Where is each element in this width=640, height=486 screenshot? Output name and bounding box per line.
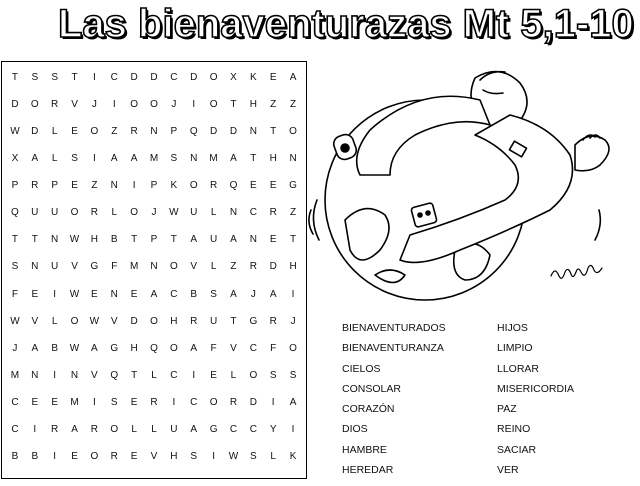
- word-list-item: HAMBRE: [342, 443, 387, 456]
- word-list-item: BIENAVENTURANZA: [342, 342, 444, 355]
- grid-letter: W: [10, 126, 20, 138]
- grid-letter: E: [130, 450, 138, 462]
- grid-letter: U: [209, 234, 218, 246]
- grid-letter: F: [111, 261, 118, 273]
- grid-letter: N: [249, 126, 257, 138]
- word-list-item: LIMPIO: [497, 342, 533, 355]
- grid-letter: H: [269, 153, 277, 165]
- grid-letter: N: [289, 153, 297, 165]
- grid-letter: R: [90, 207, 98, 219]
- grid-letter: V: [110, 315, 118, 327]
- grid-letter: K: [289, 450, 297, 462]
- grid-letter: N: [31, 369, 39, 381]
- grid-letter: R: [90, 423, 98, 435]
- grid-letter: I: [112, 99, 116, 111]
- grid-letter: O: [110, 423, 119, 435]
- page-title: Las bienaventurazas Mt 5,1-10: [58, 2, 634, 46]
- grid-letter: I: [192, 369, 196, 381]
- grid-letter: O: [209, 72, 218, 84]
- grid-letter: N: [51, 234, 59, 246]
- grid-letter: H: [170, 450, 178, 462]
- grid-letter: D: [130, 315, 138, 327]
- grid-letter: W: [10, 315, 20, 327]
- grid-letter: V: [190, 261, 198, 273]
- grid-letter: L: [151, 423, 157, 435]
- grid-letter: B: [190, 288, 198, 300]
- grid-letter: Q: [150, 342, 158, 354]
- grid-letter: Q: [189, 126, 198, 138]
- grid-letter: I: [93, 396, 96, 408]
- grid-letter: O: [90, 450, 99, 462]
- grid-letter: M: [149, 153, 159, 165]
- grid-letter: S: [11, 261, 19, 273]
- grid-letter: Z: [270, 99, 277, 111]
- grid-letter: S: [289, 369, 297, 381]
- grid-letter: M: [209, 153, 218, 165]
- grid-letter: P: [150, 180, 158, 192]
- grid-letter: U: [190, 207, 198, 219]
- grid-letter: J: [171, 99, 177, 111]
- grid-letter: L: [131, 423, 137, 435]
- grid-letter: A: [71, 423, 78, 435]
- grid-letter: S: [71, 153, 78, 165]
- grid-letter: S: [190, 450, 198, 462]
- word-list-item: LLORAR: [497, 362, 540, 375]
- grid-letter: B: [11, 450, 19, 462]
- grid-letter: I: [53, 369, 57, 381]
- grid-letter: L: [51, 153, 58, 165]
- right-hand-shape: [575, 136, 609, 171]
- grid-letter: I: [172, 396, 176, 408]
- grid-letter: W: [169, 207, 179, 219]
- grid-letter: O: [150, 315, 158, 327]
- word-list-item: DIOS: [342, 423, 368, 436]
- grid-letter: T: [11, 72, 18, 84]
- grid-letter: E: [91, 288, 98, 300]
- grid-letter: E: [269, 72, 277, 84]
- grid-letter: A: [269, 288, 277, 300]
- grid-letter: Q: [229, 180, 238, 192]
- grid-letter: A: [110, 153, 118, 165]
- grid-letter: R: [51, 99, 59, 111]
- grid-letter: W: [69, 234, 80, 246]
- word-list-item: PAZ: [497, 403, 517, 416]
- grid-letter: O: [289, 342, 297, 354]
- grid-letter: I: [192, 99, 196, 111]
- grid-letter: G: [90, 261, 99, 273]
- grid-letter: O: [249, 369, 258, 381]
- grid-letter: A: [31, 342, 39, 354]
- grid-letter: T: [71, 72, 78, 84]
- grid-letter: G: [249, 315, 258, 327]
- grid-letter: R: [269, 207, 277, 219]
- grid-letter: K: [249, 72, 257, 84]
- grid-letter: R: [209, 180, 218, 192]
- grid-letter: L: [230, 369, 237, 381]
- grid-letter: O: [169, 261, 178, 273]
- grid-letter: A: [190, 234, 198, 246]
- word-list-column-2: [497, 318, 574, 480]
- grid-letter: J: [91, 99, 97, 111]
- grid-letter: I: [132, 180, 136, 192]
- grid-letter: L: [151, 369, 157, 381]
- grid-letter: O: [90, 126, 99, 138]
- grid-letter: M: [10, 369, 20, 381]
- word-list-column-1: [342, 318, 446, 480]
- grid-letter: H: [170, 315, 178, 327]
- grid-letter: E: [269, 180, 277, 192]
- grid-letter: N: [31, 261, 39, 273]
- word-list-item: BIENAVENTURADOS: [342, 322, 446, 334]
- grid-letter: E: [71, 450, 78, 462]
- grid-letter: Z: [230, 261, 237, 273]
- grid-letter: U: [170, 423, 178, 435]
- grid-letter: P: [11, 180, 19, 192]
- grid-letter: L: [51, 315, 58, 327]
- grid-letter: I: [291, 288, 295, 300]
- word-list-item: HEREDAR: [342, 464, 394, 477]
- grid-letter: G: [209, 423, 218, 435]
- grid-letter: V: [230, 342, 237, 354]
- grid-letter: A: [130, 153, 138, 165]
- grid-letter: O: [70, 315, 79, 327]
- grid-letter: N: [70, 369, 79, 381]
- grid-letter: J: [290, 315, 296, 327]
- grid-letter: C: [170, 369, 178, 381]
- grid-letter: I: [93, 153, 96, 165]
- grid-letter: R: [31, 180, 39, 192]
- grid-letter: N: [190, 153, 198, 165]
- grid-letter: M: [70, 396, 79, 408]
- grid-letter: W: [69, 342, 80, 354]
- grid-letter: N: [150, 261, 158, 273]
- grid-letter: I: [33, 423, 37, 435]
- grid-letter: E: [269, 234, 277, 246]
- grid-letter: V: [91, 369, 98, 381]
- grid-letter: Z: [91, 180, 98, 192]
- grid-letter: O: [130, 207, 139, 219]
- grid-letter: U: [31, 207, 39, 219]
- grid-letter: E: [71, 126, 78, 138]
- grid-letter: H: [289, 261, 297, 273]
- grid-letter: I: [53, 450, 57, 462]
- grid-letter: O: [30, 99, 39, 111]
- grid-letter: S: [269, 369, 277, 381]
- grid-letter: F: [210, 342, 217, 354]
- grid-letter: P: [51, 180, 58, 192]
- grid-letter: X: [11, 153, 19, 165]
- grid-letter: R: [51, 423, 59, 435]
- word-list-item: SACIAR: [497, 443, 537, 456]
- grid-letter: C: [11, 396, 19, 408]
- grid-letter: J: [250, 288, 256, 300]
- grid-letter: T: [270, 126, 277, 138]
- grid-letter: J: [12, 342, 18, 354]
- letter-grid: [2, 62, 306, 478]
- grid-letter: E: [31, 288, 39, 300]
- grid-letter: D: [11, 99, 19, 111]
- grid-letter: C: [110, 72, 118, 84]
- grid-letter: T: [250, 153, 257, 165]
- grid-letter: A: [190, 342, 198, 354]
- grid-letter: W: [69, 288, 80, 300]
- grid-letter: U: [209, 315, 218, 327]
- grid-letter: N: [110, 288, 118, 300]
- grid-letter: P: [170, 126, 178, 138]
- grid-letter: W: [228, 450, 239, 462]
- grid-letter: N: [229, 207, 238, 219]
- word-list-item: REINO: [497, 423, 531, 436]
- grid-letter: C: [190, 396, 198, 408]
- grid-letter: N: [150, 126, 158, 138]
- grid-letter: L: [51, 126, 58, 138]
- grid-letter: C: [249, 207, 257, 219]
- grid-letter: B: [31, 450, 39, 462]
- grid-letter: J: [151, 207, 157, 219]
- grid-letter: I: [291, 423, 295, 435]
- grid-letter: R: [150, 396, 158, 408]
- artist-signature: [548, 262, 606, 282]
- grid-letter: N: [249, 234, 257, 246]
- grid-letter: R: [229, 396, 238, 408]
- word-search-grid: [1, 61, 307, 479]
- grid-letter: L: [210, 207, 217, 219]
- grid-letter: T: [31, 234, 38, 246]
- grid-letter: F: [270, 342, 277, 354]
- grid-letter: E: [130, 288, 138, 300]
- grid-letter: T: [230, 315, 237, 327]
- grid-letter: A: [91, 342, 98, 354]
- grid-letter: C: [170, 288, 178, 300]
- grid-letter: C: [170, 72, 178, 84]
- grid-letter: Q: [110, 369, 119, 381]
- word-list-item: VER: [497, 464, 519, 477]
- grid-letter: E: [249, 180, 257, 192]
- grid-letter: U: [51, 261, 59, 273]
- grid-letter: N: [110, 180, 118, 192]
- grid-letter: I: [53, 288, 57, 300]
- grid-letter: A: [31, 153, 39, 165]
- grid-letter: T: [131, 369, 138, 381]
- grid-letter: G: [110, 342, 119, 354]
- grid-letter: A: [150, 288, 158, 300]
- grid-letter: O: [130, 99, 139, 111]
- grid-letter: V: [71, 99, 78, 111]
- grid-letter: D: [130, 72, 138, 84]
- grid-letter: V: [31, 315, 39, 327]
- grid-letter: S: [210, 288, 217, 300]
- grid-letter: H: [90, 234, 98, 246]
- grid-letter: Z: [111, 126, 118, 138]
- grid-letter: O: [189, 180, 198, 192]
- grid-letter: E: [210, 369, 217, 381]
- grid-letter: L: [210, 261, 217, 273]
- grid-letter: U: [51, 207, 59, 219]
- grid-letter: C: [249, 423, 257, 435]
- grid-letter: R: [130, 126, 138, 138]
- grid-letter: Z: [290, 207, 297, 219]
- grid-letter: B: [110, 234, 118, 246]
- grid-letter: S: [110, 396, 118, 408]
- grid-letter: S: [31, 72, 39, 84]
- grid-letter: Q: [11, 207, 19, 219]
- grid-letter: D: [150, 72, 158, 84]
- grid-letter: O: [169, 342, 178, 354]
- grid-letter: X: [230, 72, 237, 84]
- grid-letter: W: [89, 315, 100, 327]
- grid-letter: O: [70, 207, 79, 219]
- grid-letter: C: [11, 423, 19, 435]
- word-list-item: CIELOS: [342, 362, 381, 375]
- grid-letter: M: [129, 261, 139, 273]
- grid-letter: A: [289, 396, 297, 408]
- word-list-item: CORAZÓN: [342, 403, 395, 416]
- grid-letter: T: [11, 234, 18, 246]
- grid-letter: Z: [290, 99, 297, 111]
- grid-letter: D: [229, 126, 238, 138]
- grid-letter: D: [209, 126, 218, 138]
- grid-letter: I: [212, 450, 215, 462]
- grid-letter: A: [230, 153, 237, 165]
- grid-letter: K: [170, 180, 178, 192]
- grid-letter: S: [51, 72, 58, 84]
- grid-letter: P: [150, 234, 158, 246]
- grid-letter: O: [209, 99, 218, 111]
- grid-letter: A: [230, 288, 237, 300]
- grid-letter: T: [170, 234, 177, 246]
- grid-letter: G: [289, 180, 297, 192]
- grid-letter: E: [130, 396, 138, 408]
- grid-letter: S: [249, 450, 257, 462]
- grid-letter: D: [190, 72, 198, 84]
- grid-letter: E: [31, 396, 39, 408]
- grid-letter: C: [249, 342, 257, 354]
- grid-letter: L: [270, 450, 276, 462]
- grid-letter: I: [271, 396, 275, 408]
- grid-letter: A: [230, 234, 237, 246]
- grid-letter: H: [249, 99, 257, 111]
- word-list-item: MISERICORDIA: [497, 382, 575, 395]
- grid-letter: O: [209, 396, 218, 408]
- grid-letter: V: [150, 450, 158, 462]
- grid-letter: D: [249, 396, 257, 408]
- grid-letter: V: [71, 261, 78, 273]
- grid-letter: T: [230, 99, 237, 111]
- grid-letter: R: [190, 315, 198, 327]
- grid-letter: B: [51, 342, 58, 354]
- word-list-item: CONSOLAR: [342, 382, 401, 395]
- grid-letter: H: [130, 342, 138, 354]
- grid-letter: A: [289, 72, 297, 84]
- grid-letter: F: [11, 288, 18, 300]
- grid-letter: E: [71, 180, 78, 192]
- grid-letter: E: [51, 396, 58, 408]
- grid-letter: D: [31, 126, 39, 138]
- grid-letter: R: [249, 261, 257, 273]
- grid-letter: I: [93, 72, 96, 84]
- grid-letter: A: [190, 423, 198, 435]
- grid-letter: R: [110, 450, 118, 462]
- grid-letter: Y: [269, 423, 277, 435]
- word-list-item: HIJOS: [497, 322, 528, 334]
- grid-letter: D: [269, 261, 277, 273]
- grid-letter: O: [150, 99, 158, 111]
- grid-letter: R: [269, 315, 277, 327]
- grid-letter: O: [289, 126, 297, 138]
- grid-letter: C: [229, 423, 238, 435]
- grid-letter: T: [131, 234, 138, 246]
- grid-letter: S: [170, 153, 178, 165]
- grid-letter: T: [290, 234, 297, 246]
- grid-letter: L: [111, 207, 118, 219]
